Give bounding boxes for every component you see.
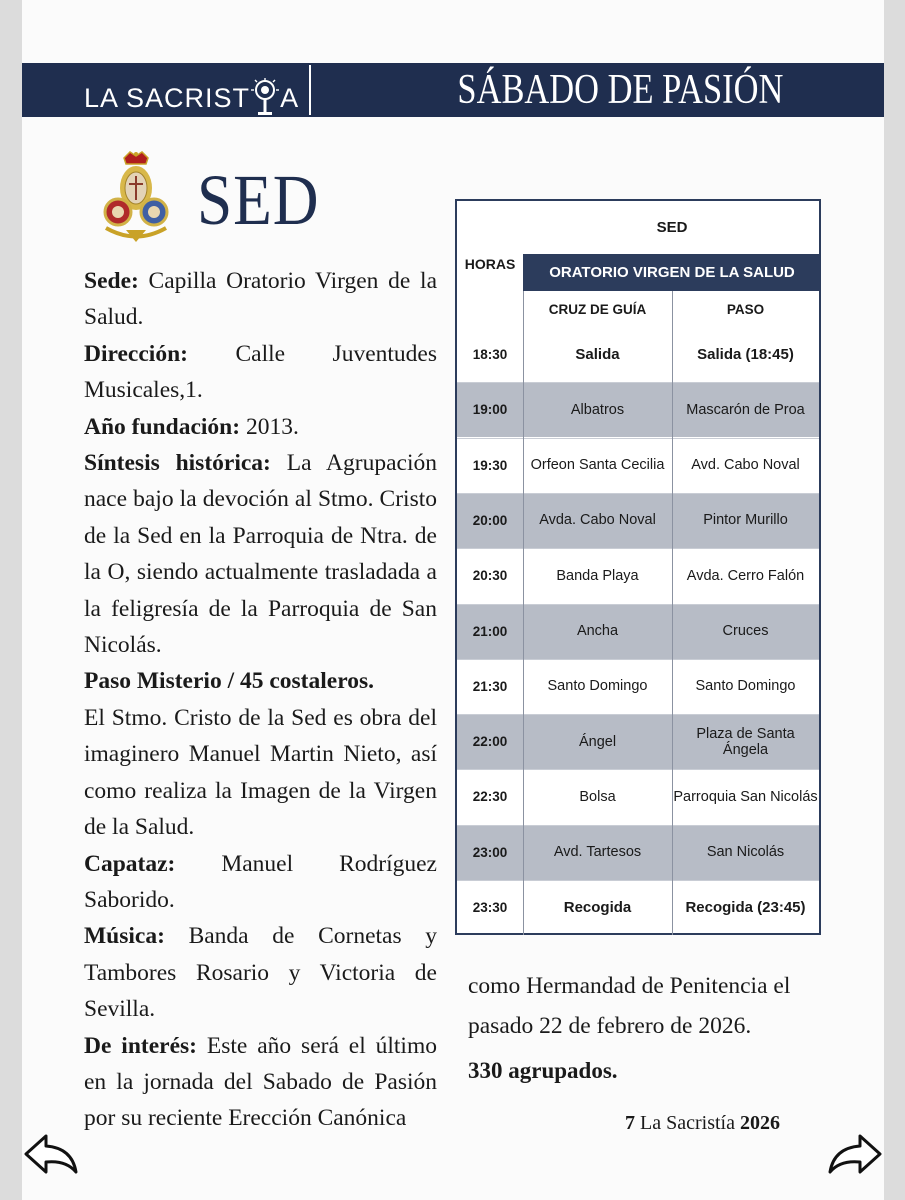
header-divider (309, 65, 311, 115)
schedule-row (457, 714, 819, 769)
publication-year: 2026 (739, 1112, 780, 1134)
hora-cell: 19:00 (472, 402, 508, 418)
paso-cell: San Nicolás (706, 844, 785, 861)
page-number: 7 (625, 1112, 635, 1134)
cruz-cell: Salida (575, 346, 620, 363)
direccion-paragraph (84, 336, 437, 409)
brand-text-left: LA SACRIST (84, 82, 251, 113)
paso-cell: Salida (18:45) (697, 346, 794, 363)
schedule-row (457, 493, 819, 548)
paso-cell: Avd. Cabo Noval (691, 457, 800, 474)
hora-cell: 22:30 (472, 789, 508, 805)
paso-cell: Mascarón de Proa (686, 401, 805, 418)
sede-header: ORATORIO VIRGEN DE LA SALUD (523, 254, 821, 291)
sede-label: Sede: (84, 268, 139, 294)
schedule-row (457, 604, 819, 659)
horas-header: HORAS (464, 256, 516, 272)
schedule-row (457, 327, 819, 382)
schedule-title: SED (656, 219, 688, 236)
paso-cell: Plaza de Santa Ángela (696, 725, 795, 758)
cruz-cell: Banda Playa (556, 567, 639, 584)
schedule-row (457, 659, 819, 714)
schedule-row (457, 769, 819, 824)
hermandad-title: SED (197, 160, 320, 240)
capataz-value: Manuel Rodríguez Saborido. (84, 850, 437, 913)
schedule-row (457, 825, 819, 880)
column-divider (672, 291, 673, 935)
sintesis-paragraph (84, 445, 437, 663)
hora-cell: 21:00 (472, 623, 508, 639)
fundacion-value: 2013. (240, 413, 299, 440)
cruz-column-header: CRUZ DE GUÍA (548, 301, 647, 317)
back-arrow-icon[interactable] (24, 1132, 80, 1176)
hora-cell: 20:00 (472, 512, 508, 528)
sede-value: Capilla Oratorio Virgen de la Salud. (84, 268, 437, 331)
paso-heading-paragraph (84, 663, 437, 699)
cruz-cell: Bolsa (579, 788, 616, 805)
page-footer (625, 1112, 780, 1135)
continuation-text (468, 966, 838, 1046)
cruz-cell: Ancha (576, 623, 619, 639)
hora-cell: 23:30 (472, 900, 508, 915)
row-divider (457, 880, 819, 881)
schedule-row (457, 438, 819, 493)
info-column (84, 263, 437, 1137)
publication-name: La Sacristía (635, 1112, 740, 1134)
cruz-cell: Orfeon Santa Cecilia (530, 457, 665, 474)
capataz-label: Capataz: (84, 850, 176, 877)
continuation-paragraph: como Hermandad de Penitencia el pasado 22 de febrero de 2026. (468, 973, 791, 1039)
section-title: SÁBADO DE PASIÓN (457, 67, 784, 113)
cruz-cell: Avd. Tartesos (553, 844, 642, 861)
row-divider (457, 714, 819, 715)
row-divider (457, 493, 819, 494)
direccion-value: Calle Juventudes Musicales,1. (84, 340, 437, 404)
crest-icon (96, 150, 176, 245)
fundacion-paragraph (84, 409, 437, 445)
monstrance-icon (251, 78, 279, 118)
paso-heading: Paso Misterio / 45 costaleros. (84, 668, 374, 695)
row-divider (457, 825, 819, 826)
hora-cell: 19:30 (472, 457, 508, 473)
fundacion-label: Año fundación: (84, 413, 241, 440)
interes-label: De interés: (84, 1032, 197, 1059)
direccion-label: Dirección: (84, 340, 188, 367)
paso-text: El Stmo. Cristo de la Sed es obra del imaginero Manuel Martin Nieto, así como realiza la Imagen de la Virgen de la Salud. (84, 704, 437, 841)
paso-cell: Cruces (722, 623, 769, 639)
musica-label: Música: (84, 923, 165, 950)
row-divider (457, 659, 819, 660)
paso-cell: Recogida (23:45) (685, 899, 806, 916)
row-divider (457, 769, 819, 770)
interes-value: Este año será el último en la jornada del Sabado de Pasión por su reciente Erección Canónica (84, 1032, 437, 1132)
hora-cell: 20:30 (472, 568, 508, 584)
row-divider (457, 604, 819, 605)
paso-cell: Santo Domingo (695, 678, 796, 695)
sintesis-label: Síntesis histórica: (84, 450, 271, 477)
schedule-table (455, 199, 821, 935)
paso-cell: Pintor Murillo (703, 512, 788, 529)
cruz-cell: Santo Domingo (547, 678, 648, 695)
cruz-cell: Avda. Cabo Noval (539, 512, 656, 529)
capataz-paragraph (84, 846, 437, 919)
row-divider (457, 548, 819, 549)
row-divider (457, 438, 819, 439)
cruz-cell: Recogida (563, 899, 632, 916)
schedule-row (457, 548, 819, 603)
brand-text-right: A (280, 82, 300, 113)
sede-paragraph (84, 263, 437, 336)
musica-value: Banda de Cornetas y Tambores Rosario y Victoria de Sevilla. (84, 923, 437, 1023)
brand-logo (84, 78, 299, 118)
cruz-cell: Albatros (570, 401, 625, 418)
column-divider (523, 291, 524, 935)
forward-arrow-icon[interactable] (826, 1132, 882, 1176)
hora-cell: 23:00 (472, 844, 508, 860)
interes-paragraph (84, 1028, 437, 1137)
musica-paragraph (84, 918, 437, 1027)
cruz-cell: Ángel (578, 733, 617, 750)
row-divider (457, 382, 819, 383)
sintesis-value: La Agrupación nace bajo la devoción al Stmo. Cristo de la Sed en la Parroquia de Ntra. de la O, siendo actualmente trasladada a la feligresía de la Parroquia de San Nicolás. (84, 450, 437, 659)
hora-cell: 18:30 (472, 347, 508, 362)
schedule-row (457, 382, 819, 437)
schedule-row (457, 880, 819, 935)
hora-cell: 21:30 (472, 678, 508, 694)
agrupados-count: 330 agrupados. (468, 1058, 618, 1083)
paso-column-header: PASO (726, 301, 765, 317)
hora-cell: 22:00 (472, 734, 508, 750)
paso-cell: Avda. Cerro Falón (686, 567, 805, 584)
paso-cell: Parroquia San Nicolás (673, 788, 818, 805)
